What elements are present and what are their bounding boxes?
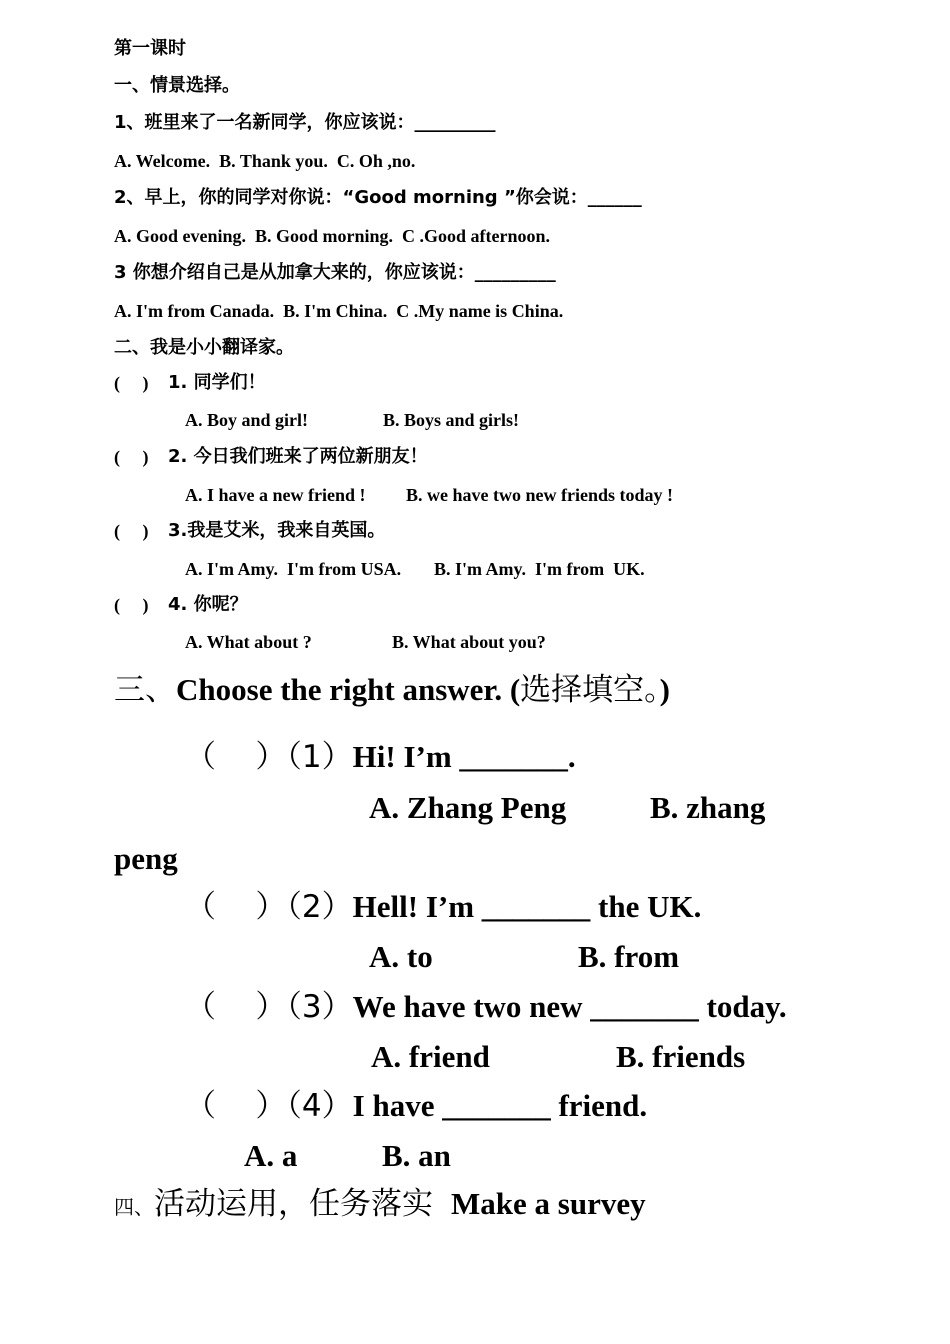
- s2-q4-stem: 4. 你呢？: [168, 594, 248, 615]
- s2-q4-paren: ( ): [114, 595, 149, 615]
- s3-q1-option-a: A. Zhang Peng: [369, 790, 567, 825]
- s3-q1-option-b: B. zhang: [650, 790, 766, 825]
- s3-q1-paren: （ ）: [185, 739, 287, 775]
- s3-q2-stem: Hell! I’m _______ the UK.: [352, 889, 702, 924]
- section4-prefix: 四、: [114, 1195, 154, 1219]
- section3-heading: [114, 674, 670, 706]
- s3-q4-number: （4）: [286, 1088, 353, 1124]
- section3-heading-prefix: 三、: [114, 672, 176, 708]
- s1-q1-stem: 1、班里来了一名新同学，你应该说：_________: [114, 112, 496, 133]
- s1-q3-options: A. I'm from Canada. B. I'm China. C .My name is China.: [114, 301, 564, 321]
- s3-q4-option-a: A. a: [244, 1138, 298, 1173]
- section1-heading: 一、情景选择。: [114, 75, 240, 96]
- s2-q3-paren: ( ): [114, 521, 149, 541]
- s2-q1-stem: 1. 同学们！: [168, 372, 266, 393]
- s2-q1-option-a: A. Boy and girl!: [185, 410, 309, 430]
- s3-q1-stem: Hi! I’m _______.: [352, 739, 576, 774]
- s3-q2-paren: （ ）: [185, 889, 287, 925]
- section2-heading: 二、我是小小翻译家。: [114, 337, 294, 358]
- s1-q2-options: A. Good evening. B. Good morning. C .Good afternoon.: [114, 226, 551, 246]
- s2-q4-option-b: B. What about you?: [392, 632, 546, 652]
- section4-heading-chinese: 活动运用，任务落实: [154, 1186, 433, 1222]
- s3-q2-option-a: A. to: [369, 939, 433, 974]
- s3-q3-number: （3）: [286, 989, 353, 1025]
- s3-q3-option-b: B. friends: [616, 1039, 746, 1074]
- s2-q3-option-b: B. I'm Amy. I'm from UK.: [434, 559, 645, 579]
- s2-q2-option-b: B. we have two new friends today !: [406, 485, 673, 505]
- lesson-title: 第一课时: [114, 38, 186, 59]
- section3-heading-end: ): [659, 672, 670, 707]
- s3-q3-option-a: A. friend: [371, 1039, 490, 1074]
- s3-q3: [185, 991, 787, 1023]
- s2-q2-paren: ( ): [114, 447, 149, 467]
- s3-q4-stem: I have _______ friend.: [352, 1088, 648, 1123]
- s3-q1-option-b-wrap: peng: [114, 841, 178, 876]
- s3-q4-paren: （ ）: [185, 1088, 287, 1124]
- s3-q2-option-b: B. from: [578, 939, 680, 974]
- section4-heading-english: Make a survey: [451, 1186, 646, 1221]
- s1-q1-options: A. Welcome. B. Thank you. C. Oh ,no.: [114, 151, 416, 171]
- s2-q2-stem: 2. 今日我们班来了两位新朋友！: [168, 446, 428, 467]
- s2-q3-option-a: A. I'm Amy. I'm from USA.: [185, 559, 402, 579]
- s3-q1-number: （1）: [286, 739, 353, 775]
- s2-q2-option-a: A. I have a new friend !: [185, 485, 366, 505]
- section3-heading-chinese: 选择填空。: [520, 672, 660, 708]
- s2-q1-option-b: B. Boys and girls!: [383, 410, 520, 430]
- s3-q3-stem: We have two new _______ today.: [352, 989, 787, 1024]
- s2-q1-paren: ( ): [114, 373, 149, 393]
- s3-q2-number: （2）: [286, 889, 353, 925]
- s1-q3-stem: 3 你想介绍自己是从加拿大来的，你应该说：_________: [114, 262, 556, 283]
- s1-q2-stem: 2、早上，你的同学对你说：“Good morning ”你会说：______: [114, 187, 642, 208]
- s3-q4: [185, 1090, 647, 1122]
- section3-heading-english: Choose the right answer. (: [176, 672, 521, 707]
- s3-q3-paren: （ ）: [185, 989, 287, 1025]
- s2-q3-stem: 3.我是艾米，我来自英国。: [168, 520, 386, 541]
- s3-q2: [185, 891, 701, 923]
- section4-heading: [114, 1188, 646, 1220]
- s2-q4-option-a: A. What about ?: [185, 632, 312, 652]
- s3-q4-option-b: B. an: [382, 1138, 451, 1173]
- s3-q1: [185, 741, 576, 773]
